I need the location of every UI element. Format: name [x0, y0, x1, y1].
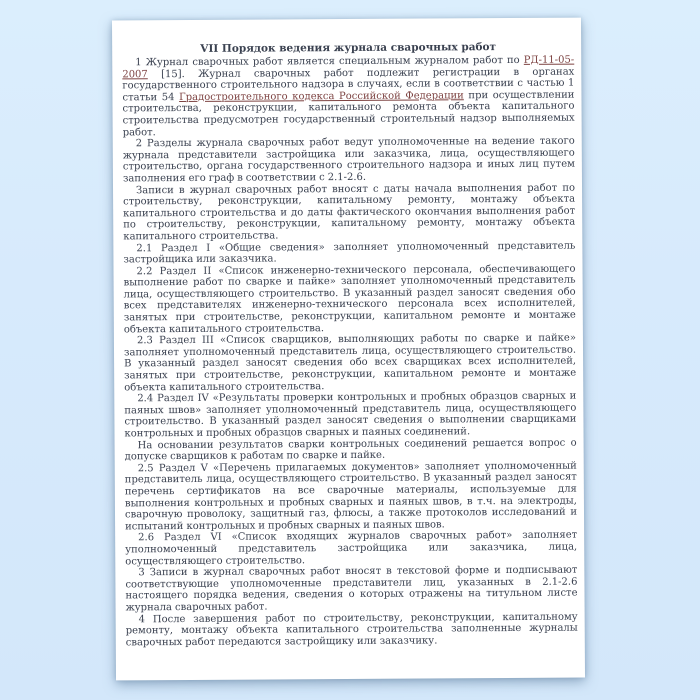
document-page: [112, 18, 585, 681]
paragraph: [124, 391, 576, 440]
paragraph-text: Записи в журнал сварочных работ вносят с даты начала выполнения работ по строительству, реконструкции, капитальному ремонту, монтажу объекта капитального строительства и до даты фактического окончания выполнения работ по строительству, реконструкции, капитальному ремонту, монтажу объекта капитального строительства.: [123, 182, 576, 243]
paragraph-text: 1 Журнал сварочных работ является специальным журналом работ по: [135, 54, 524, 69]
paragraph: [122, 55, 574, 139]
paragraph: [125, 565, 577, 614]
document-link[interactable]: Градостроительного кодекса Российской Федерации: [179, 90, 464, 103]
paragraph: [123, 263, 575, 335]
paragraph-text: 2 Разделы журнала сварочных работ ведут уполномоченные на ведение такого журнала представители застройщика или заказчика, лица, осуществляющего строительство, органа государственного строительного надзора и иных лиц путем заполнения его граф в соответствии с 2.1-2.6.: [122, 135, 575, 185]
document-body: [122, 55, 578, 649]
paragraph-text: 4 После завершения работ по строительству, реконструкции, капитальному ремонту, монтажу объекта капитального строительства заполненные журналы сварочных работ передаются застройщику или заказчику.: [125, 611, 578, 649]
paragraph-text: 2.3 Раздел III «Список сварщиков, выполняющих работы по сварке и пайке» заполняет уполномоченный представитель лица, осуществляющего строительство. В указанный раздел заносят сведения обо всех сварщиках всех исполнителей, занятых при строительстве, реконструкции, капитальном ремонте и монтаже объекта капитального строительства.: [123, 332, 577, 393]
paragraph-text: 2.2 Раздел II «Список инженерно-технического персонала, обеспечивающего выполнение работ по сварке и пайке» заполняет уполномоченный представитель лица, осуществляющего строительство. В указанный раздел заносят сведения обо всех представителях инженерно-технического персонала всех исполнителей, занятых при строительстве, реконструкции, капитальном ремонте и монтаже объекта капитального строительства.: [123, 263, 576, 336]
paragraph: [123, 240, 575, 266]
paragraph-text: 2.1 Раздел I «Общие сведения» заполняет уполномоченный представитель застройщика или заказчика.: [123, 240, 576, 266]
paragraph-text: 2.4 Раздел IV «Результаты проверки контрольных и пробных образцов сварных и паяных швов» заполняет уполномоченный представитель лица, осуществляющего строительство. В указанный раздел заносят сведения о выполнении сварщиками контрольных и пробных образцов сварных и паяных соединений.: [124, 390, 577, 440]
paragraph-text: 3 Записи в журнал сварочных работ вносят в текстовой форме и подписывают соответствующие уполномоченные представители лиц, указанных в 2.1-2.6 настоящего порядка ведения, сведения о которых отражены на титульном листе журнала сварочных работ.: [125, 564, 578, 614]
paragraph-text: На основании результатов сварки контрольных соединений решается вопрос о допуске сварщиков к работам по сварке и пайке.: [124, 437, 577, 463]
paragraph: [125, 460, 577, 532]
paragraph: [123, 136, 575, 185]
document-title: VII Порядок ведения журнала сварочных работ: [200, 41, 497, 55]
paragraph: [124, 333, 576, 394]
paragraph-text: при осуществлении строительства, реконструкции, капитального ремонта объекта капитального строительства предусмотрен государственный строительный надзор выполняемых работ.: [122, 89, 575, 138]
paragraph: [125, 437, 577, 463]
document-link[interactable]: РД-11-05-2007: [122, 54, 575, 80]
paragraph: [123, 182, 575, 243]
paragraph: [126, 611, 578, 649]
paragraph-text: 2.6 Раздел VI «Список входящих журналов сварочных работ» заполняет уполномоченный представитель застройщика или заказчика, лица, осуществляющего строительство.: [125, 529, 578, 567]
paragraph-text: [15]. Журнал сварочных работ подлежит регистрации в органах государственного строительного надзора в случаях, если в соответствии с частью 1 статьи 54: [122, 66, 575, 104]
paragraph: [125, 530, 577, 568]
paragraph-text: 2.5 Раздел V «Перечень прилагаемых документов» заполняет уполномоченный представитель лица, осуществляющего строительство. В указанный раздел заносят перечень сертификатов на все сварочные материалы, используемые для выполнения контрольных и пробных сварных и паяных швов, в т.ч. на электроды, сварочную проволоку, защитный газ, флюсы, а также протоколов исследований и испытаний контрольных и пробных сварных и паяных швов.: [124, 460, 578, 533]
